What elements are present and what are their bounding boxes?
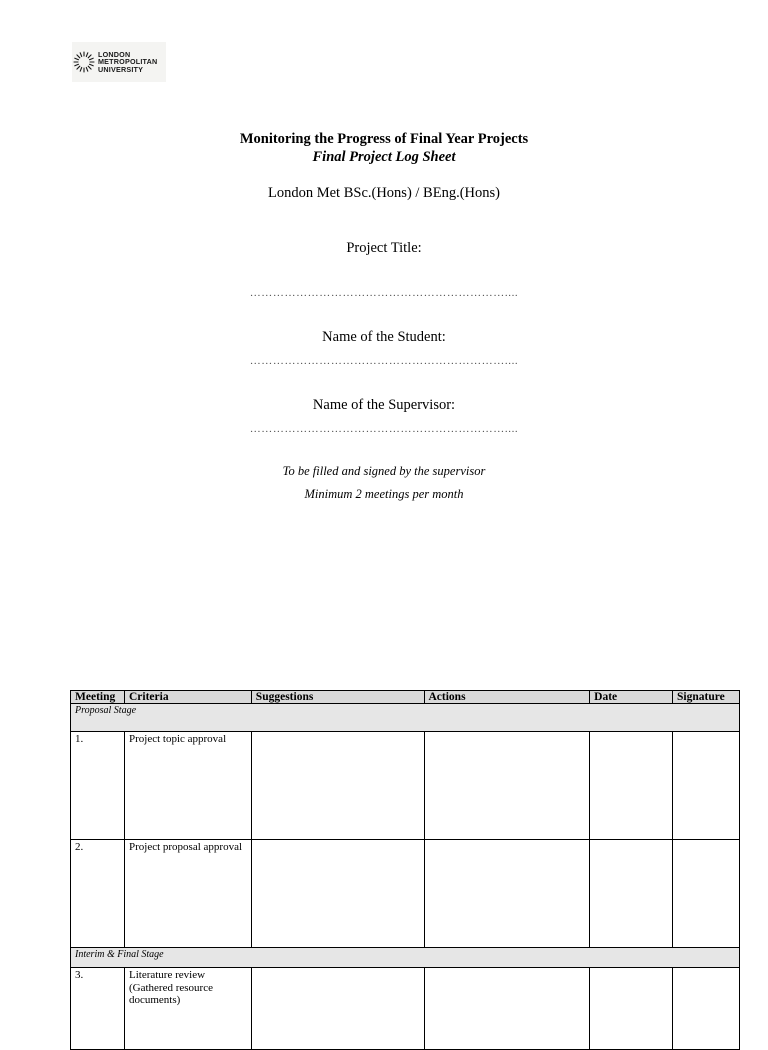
logo-line: LONDON xyxy=(98,49,131,59)
column-header-signature: Signature xyxy=(673,691,740,704)
stage-row xyxy=(71,704,740,732)
meeting-log-table xyxy=(70,690,740,1050)
date-cell[interactable] xyxy=(590,732,673,840)
date-cell[interactable] xyxy=(590,840,673,948)
table-row xyxy=(71,968,740,1050)
actions-cell[interactable] xyxy=(424,732,590,840)
supervisor-name-label: Name of the Supervisor: xyxy=(312,397,456,413)
column-header-actions: Actions xyxy=(424,691,590,704)
instruction-note-2: Minimum 2 meetings per month xyxy=(304,487,464,501)
document-subtitle: Final Project Log Sheet xyxy=(312,149,456,165)
signature-cell[interactable] xyxy=(673,840,740,948)
meeting-number: 2. xyxy=(71,840,125,948)
actions-cell[interactable] xyxy=(424,968,590,1050)
stage-label-proposal: Proposal Stage xyxy=(71,704,740,732)
project-title-field[interactable]: ………………………………………………………….... xyxy=(249,287,519,299)
meeting-number: 1. xyxy=(71,732,125,840)
table-row xyxy=(71,840,740,948)
table-row xyxy=(71,732,740,840)
logo-starburst-icon xyxy=(72,50,96,74)
signature-cell[interactable] xyxy=(673,968,740,1050)
project-title-label: Project Title: xyxy=(346,240,422,256)
column-header-meeting: Meeting xyxy=(71,691,125,704)
stage-row xyxy=(71,948,740,968)
supervisor-name-field[interactable]: ………………………………………………………….... xyxy=(249,423,519,435)
student-name-label: Name of the Student: xyxy=(322,329,446,345)
logo-line: METROPOLITAN xyxy=(98,57,158,67)
suggestions-cell[interactable] xyxy=(251,732,424,840)
logo-line: UNIVERSITY xyxy=(98,64,144,74)
criteria-cell: Project topic approval xyxy=(124,732,251,840)
university-logo xyxy=(72,42,166,82)
degree-line: London Met BSc.(Hons) / BEng.(Hons) xyxy=(268,185,500,201)
student-name-field[interactable]: ………………………………………………………….... xyxy=(249,355,519,367)
column-header-suggestions: Suggestions xyxy=(251,691,424,704)
table-header-row xyxy=(71,691,740,704)
criteria-cell: Literature review (Gathered resource documents) xyxy=(124,968,251,1050)
suggestions-cell[interactable] xyxy=(251,968,424,1050)
logo-wordmark xyxy=(98,51,157,74)
actions-cell[interactable] xyxy=(424,840,590,948)
criteria-cell: Project proposal approval xyxy=(124,840,251,948)
column-header-date: Date xyxy=(590,691,673,704)
stage-label-interim-final: Interim & Final Stage xyxy=(71,948,740,968)
date-cell[interactable] xyxy=(590,968,673,1050)
document-title: Monitoring the Progress of Final Year Projects xyxy=(239,131,529,147)
suggestions-cell[interactable] xyxy=(251,840,424,948)
column-header-criteria: Criteria xyxy=(124,691,251,704)
signature-cell[interactable] xyxy=(673,732,740,840)
instruction-note-1: To be filled and signed by the supervisor xyxy=(282,464,486,478)
meeting-number: 3. xyxy=(71,968,125,1050)
